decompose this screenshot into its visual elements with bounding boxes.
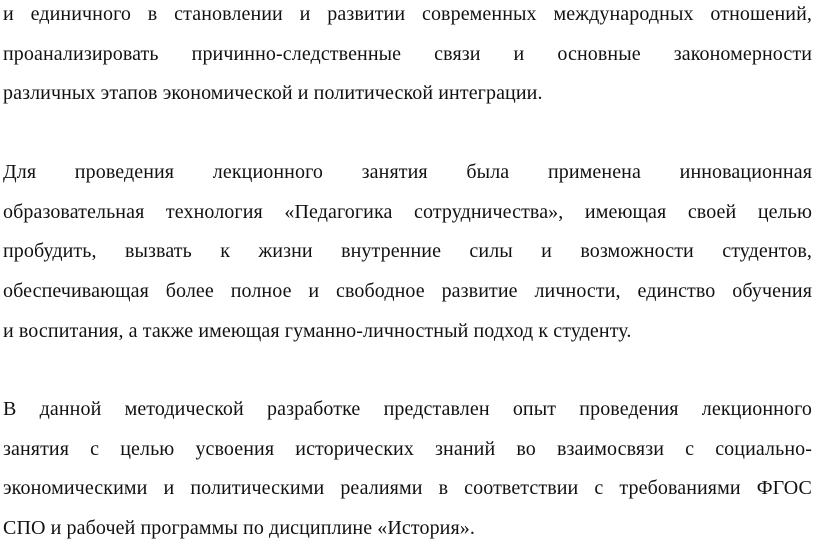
- paragraph-line: обеспечивающая более полное и свободное развитие личности, единство обучения: [3, 280, 812, 303]
- paragraph-line: проанализировать причинно-следственные связи и основные закономерности: [3, 42, 812, 65]
- paragraph-3: [0, 390, 816, 549]
- paragraph-line: Для проведения лекционного занятия была применена инновационная: [3, 161, 812, 183]
- paragraph-line: СПО и рабочей программы по дисциплине «История».: [3, 517, 475, 540]
- paragraph-line: и воспитания, а также имеющая гуманно-личностный подход к студенту.: [3, 319, 632, 342]
- paragraph-line: экономическими и политическими реалиями в соответствии с требованиями ФГОС: [3, 477, 812, 500]
- paragraph-line: занятия с целью усвоения исторических знаний во взаимосвязи с социально-: [3, 437, 812, 460]
- paragraph-1: [0, 0, 816, 114]
- paragraph-line: различных этапов экономической и политической интеграции.: [3, 82, 543, 105]
- paragraph-line: пробудить, вызвать к жизни внутренние силы и возможности студентов,: [3, 240, 812, 263]
- paragraph-line: и единичного в становлении и развитии современных международных отношений,: [3, 3, 812, 25]
- paragraph-line: образовательная технология «Педагогика сотрудничества», имеющая своей целью: [3, 200, 812, 223]
- paragraph-2: [0, 153, 816, 351]
- paragraph-line: В данной методической разработке представлен опыт проведения лекционного: [3, 398, 812, 420]
